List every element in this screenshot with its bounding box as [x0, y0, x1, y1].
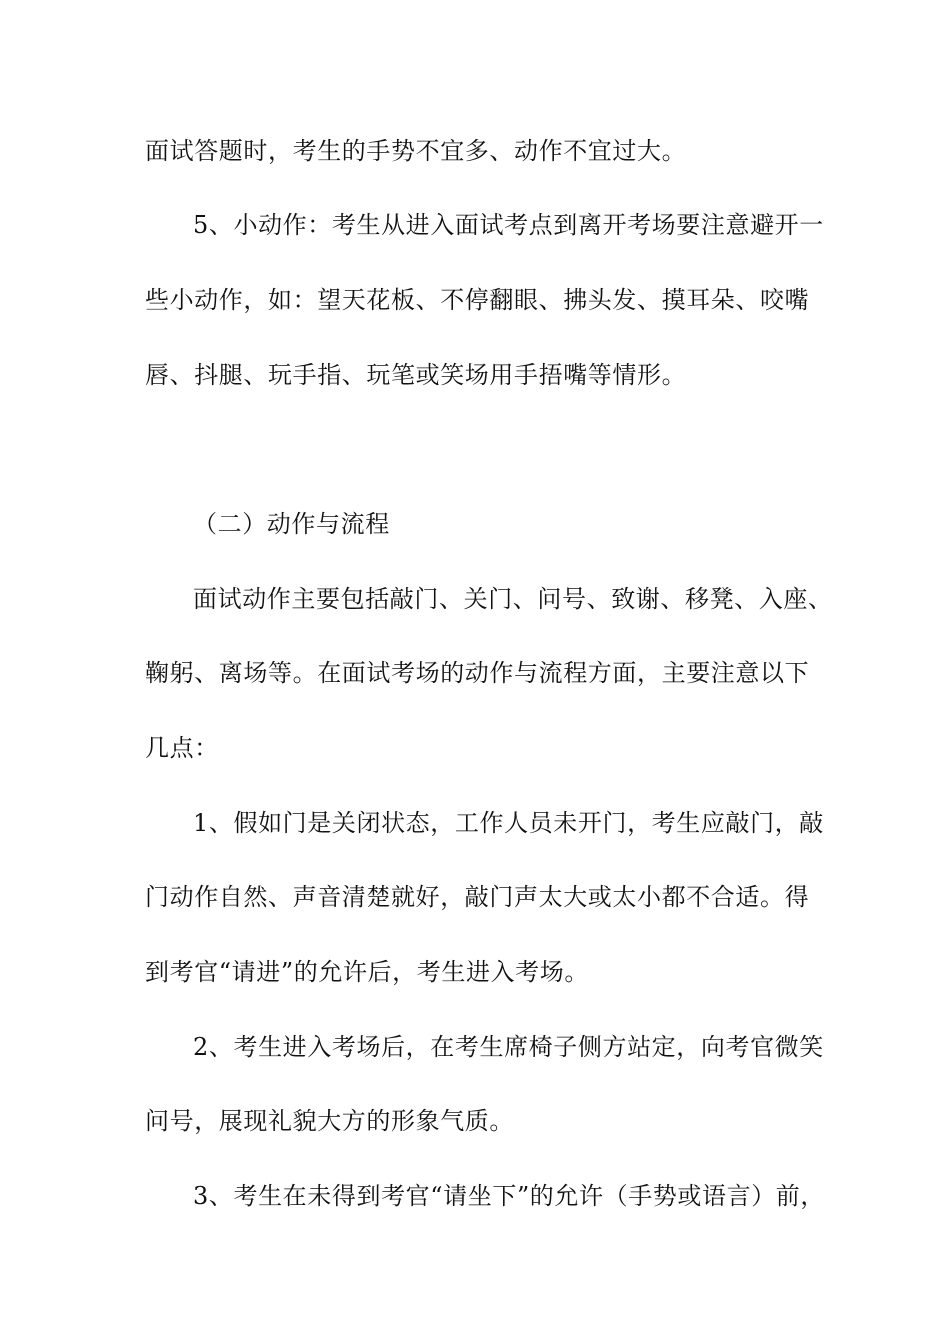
- paragraph-line: 唇、抖腿、玩手指、玩笔或笑场用手捂嘴等情形。: [145, 361, 687, 389]
- paragraph-line: 问号，展现礼貌大方的形象气质。: [145, 1107, 514, 1135]
- paragraph-line: 1、假如门是关闭状态，工作人员未开门，考生应敲门，敲: [193, 809, 824, 837]
- paragraph-line: 2、考生进入考场后，在考生席椅子侧方站定，向考官微笑: [193, 1033, 824, 1061]
- paragraph-line: 鞠躬、离场等。在面试考场的动作与流程方面，主要注意以下: [145, 659, 810, 687]
- paragraph-line: 5、小动作：考生从进入面试考点到离开考场要注意避开一: [193, 211, 824, 239]
- paragraph-line: 面试动作主要包括敲门、关门、问号、致谢、移凳、入座、: [193, 585, 833, 613]
- paragraph-line: 几点：: [145, 734, 219, 762]
- paragraph-line: 3、考生在未得到考官“请坐下”的允许（手势或语言）前，: [193, 1182, 826, 1210]
- paragraph-line: 面试答题时，考生的手势不宜多、动作不宜过大。: [145, 137, 687, 165]
- paragraph-line: 到考官“请进”的允许后，考生进入考场。: [145, 958, 589, 986]
- paragraph-line: 些小动作，如：望天花板、不停翻眼、拂头发、摸耳朵、咬嘴: [145, 286, 810, 314]
- section-heading: （二）动作与流程: [193, 510, 390, 538]
- paragraph-line: 门动作自然、声音清楚就好，敲门声太大或太小都不合适。得: [145, 883, 810, 911]
